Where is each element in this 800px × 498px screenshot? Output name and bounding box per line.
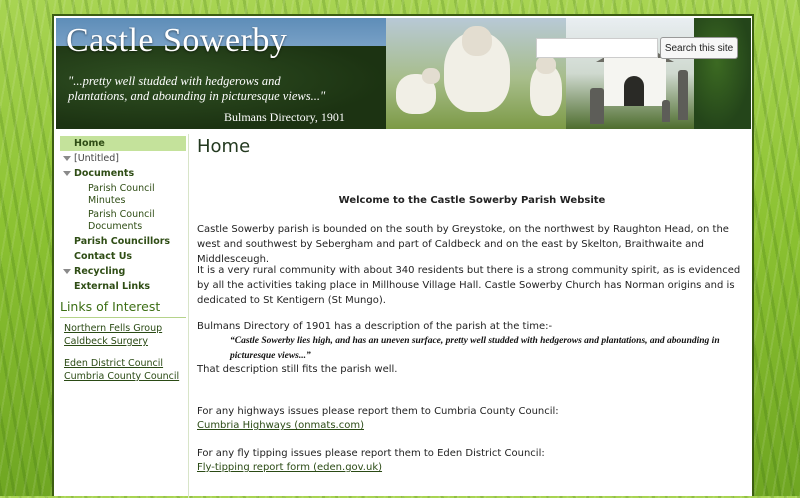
expand-triangle-icon[interactable] — [63, 269, 71, 274]
sidebar-item-contact-us[interactable] — [60, 249, 186, 264]
sidebar-item-parish-council-minutes[interactable] — [60, 183, 186, 207]
header-banner — [56, 18, 751, 129]
flytip-link-wrap — [197, 460, 747, 475]
sidebar-item-untitled[interactable] — [60, 151, 186, 166]
sidebar-item-documents[interactable] — [60, 166, 186, 181]
sidebar-item-home[interactable] — [60, 136, 186, 151]
cumbria-highways-link[interactable]: Cumbria Highways (onmats.com) — [197, 420, 364, 431]
site-title[interactable]: Castle Sowerby — [66, 22, 288, 59]
nav-link-untitled[interactable]: [Untitled] — [74, 153, 119, 164]
link-northern-fells-group[interactable]: Northern Fells Group — [64, 323, 163, 334]
nav-link-parish-council-documents[interactable]: Parish Council Documents — [88, 209, 155, 232]
nav-link-documents[interactable]: Documents — [74, 168, 135, 179]
directory-quote: “Castle Sowerby lies high, and has an uneven surface, pretty well studded with hedgerows and plantations, and abounding in picturesque views...” — [230, 336, 720, 361]
nav-link-home[interactable]: Home — [74, 138, 105, 149]
nav-link-recycling[interactable]: Recycling — [74, 266, 126, 277]
nav-link-parish-councillors[interactable]: Parish Councillors — [74, 236, 171, 247]
link-cumbria-county-council[interactable]: Cumbria County Council — [64, 371, 180, 382]
page-title: Home — [197, 136, 251, 157]
sidebar-item-recycling[interactable] — [60, 264, 186, 279]
search-button[interactable]: Search this site — [660, 37, 738, 59]
sidebar-item-external-links[interactable] — [60, 279, 186, 294]
column-divider — [188, 134, 189, 498]
highways-text: For any highways issues please report them to Cumbria County Council: — [197, 406, 559, 417]
flytipping-report-link[interactable]: Fly-tipping report form (eden.gov.uk) — [197, 462, 383, 473]
highways-link-wrap — [197, 418, 747, 433]
link-eden-district-council[interactable]: Eden District Council — [64, 358, 164, 369]
search-input[interactable] — [536, 38, 658, 58]
link-caldbeck-surgery[interactable]: Caldbeck Surgery — [64, 336, 148, 347]
links-of-interest-heading: Links of Interest — [60, 299, 186, 318]
links-of-interest-list — [64, 322, 189, 383]
sidebar-item-parish-council-documents[interactable] — [60, 209, 186, 233]
page-container — [52, 14, 754, 496]
site-tagline: "...pretty well studded with hedgerows and plantations, and abounding in picturesque views..." — [68, 74, 326, 103]
expand-triangle-icon[interactable] — [63, 156, 71, 161]
nav-link-parish-council-minutes[interactable]: Parish Council Minutes — [88, 183, 155, 206]
nav-link-contact-us[interactable]: Contact Us — [74, 251, 133, 262]
intro-paragraph: Castle Sowerby parish is bounded on the south by Greystoke, on the northwest by Raughton Head, on the west and southwest by Sebergham and part of Caldbeck and on the east by Skelton, Braithwaite and Middlesceugh. — [197, 224, 729, 265]
tagline-source: Bulmans Directory, 1901 — [224, 110, 345, 124]
description-note: That description still fits the parish well. — [197, 364, 398, 375]
nav-link-external-links[interactable]: External Links — [74, 281, 151, 292]
sidebar-nav — [60, 136, 186, 294]
directory-intro: Bulmans Directory of 1901 has a description of the parish at the time:- — [197, 321, 553, 332]
banner-sheep-image — [386, 18, 566, 129]
flytip-text: For any fly tipping issues please report them to Eden District Council: — [197, 448, 545, 459]
welcome-heading: Welcome to the Castle Sowerby Parish Website — [338, 195, 606, 206]
sidebar-item-parish-councillors[interactable] — [60, 234, 186, 249]
expand-triangle-icon[interactable] — [63, 171, 71, 176]
community-paragraph: It is a very rural community with about 340 residents but there is a strong community spirit, as is evidenced by all the activities taking place in Millhouse Village Hall. Castle Sowerby Church has Norman origins and is dedicated to St Kentigern (St Mungo). — [197, 265, 741, 306]
